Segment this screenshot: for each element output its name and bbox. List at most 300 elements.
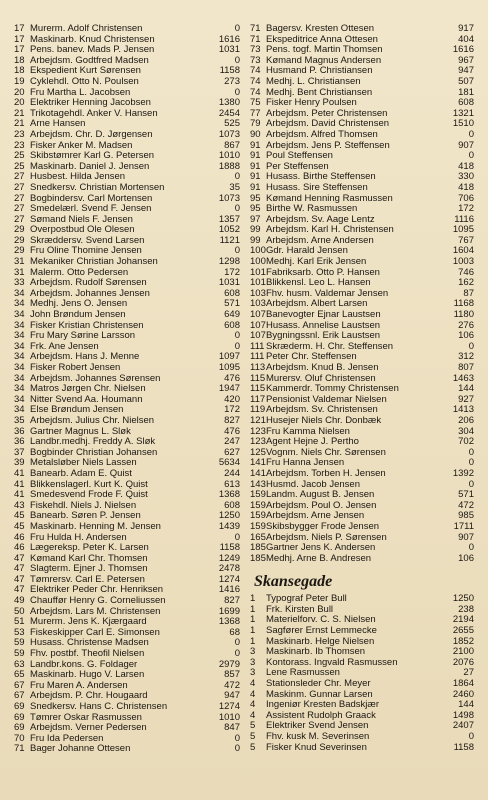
house-number: 47: [14, 564, 25, 575]
list-item: [250, 352, 474, 363]
resident-entry: Kømand Magnus Andersen: [266, 55, 382, 66]
resident-entry: Malerm. Otto Pedersen: [30, 267, 129, 278]
resident-entry: Banearb. Søren P. Jensen: [30, 511, 141, 522]
house-number: 23: [14, 129, 25, 140]
house-number: 67: [14, 691, 25, 702]
amount-value: 0: [234, 246, 240, 257]
house-number: 91: [250, 161, 261, 172]
list-item: [250, 172, 474, 183]
house-number: 91: [250, 172, 261, 183]
resident-entry: Materielforv. C. S. Nielsen: [266, 615, 376, 626]
amount-value: 0: [468, 479, 474, 490]
list-item: [14, 490, 240, 501]
house-number: 103: [250, 288, 266, 299]
house-number: 34: [14, 373, 25, 384]
resident-entry: Arbejdsm. Julius Chr. Nielsen: [30, 415, 155, 426]
resident-entry: Smedelærl. Svend F. Jensen: [30, 204, 152, 215]
resident-entry: Fru Hanna Jensen: [266, 458, 345, 469]
resident-entry: Arbejdsm. Knud B. Jensen: [266, 363, 379, 373]
house-number: 74: [250, 66, 261, 77]
resident-entry: Elektriker Svend Jensen: [266, 721, 369, 732]
amount-value: 244: [224, 468, 240, 479]
resident-entry: Bogbindersv. Carl Mortensen: [30, 193, 153, 204]
house-number: 1: [250, 604, 256, 615]
house-number: 29: [14, 235, 25, 246]
list-item: [14, 352, 240, 363]
house-number: 41: [14, 479, 25, 490]
list-item: [14, 98, 240, 109]
house-number: 29: [14, 225, 25, 236]
list-item: [250, 130, 474, 141]
list-item: [250, 522, 474, 533]
list-item: [250, 268, 474, 279]
resident-entry: John Brøndum Jensen: [30, 310, 126, 321]
amount-value: 927: [458, 394, 474, 405]
amount-value: 1095: [218, 363, 240, 373]
resident-entry: Pens. togf. Martin Thomsen: [266, 45, 383, 56]
list-item: [250, 45, 474, 56]
list-item: [14, 225, 240, 236]
list-item: [250, 501, 474, 512]
list-item: [14, 141, 240, 152]
house-number: 1: [250, 626, 256, 637]
list-item: [14, 607, 240, 618]
resident-entry: Husbest. Hilda Jensen: [30, 172, 126, 183]
house-number: 185: [250, 553, 266, 564]
house-number: 125: [250, 447, 266, 458]
resident-entry: Fisker Robert Jensen: [30, 363, 121, 373]
resident-entry: Assistent Rudolph Graack: [266, 710, 376, 721]
resident-entry: Bagersv. Kresten Ottesen: [266, 24, 375, 34]
house-number: 65: [14, 670, 25, 681]
house-number: 141: [250, 468, 266, 479]
resident-entry: Bogbinder Christian Johansen: [30, 447, 158, 458]
house-number: 31: [14, 267, 25, 278]
house-number: 4: [250, 700, 256, 711]
list-item: [14, 427, 240, 438]
amount-value: 144: [458, 700, 474, 711]
resident-entry: Husejer Niels Chr. Donbæk: [266, 415, 382, 426]
house-number: 111: [250, 352, 265, 363]
house-number: 74: [250, 87, 261, 98]
resident-entry: Arbejdsm. David Christensen: [266, 119, 390, 130]
amount-value: 702: [458, 437, 474, 448]
list-item: [14, 744, 240, 755]
list-item: [14, 448, 240, 459]
list-item: [250, 246, 474, 257]
amount-value: 1158: [219, 543, 240, 554]
house-number: 95: [250, 193, 261, 204]
amount-value: 0: [468, 543, 474, 554]
amount-value: 1274: [218, 574, 240, 585]
resident-entry: Fhv. kusk M. Severinsen: [266, 732, 370, 742]
house-number: 141: [250, 458, 266, 469]
house-number: 5: [250, 742, 256, 753]
house-number: 63: [14, 659, 25, 670]
resident-entry: Arbejdsm. Niels P. Sørensen: [266, 532, 387, 543]
house-number: 4: [250, 710, 256, 721]
house-number: 51: [14, 617, 25, 628]
amount-value: 2460: [452, 689, 474, 700]
amount-value: 418: [458, 161, 474, 172]
list-item: [250, 289, 474, 300]
resident-entry: Skibstømrer Karl G. Petersen: [30, 151, 155, 162]
amount-value: 1616: [218, 34, 240, 45]
amount-value: 1463: [452, 373, 474, 384]
resident-entry: Gartner Jens K. Andersen: [266, 543, 376, 554]
list-item: [14, 204, 240, 215]
list-item: [250, 490, 474, 501]
list-item: [250, 732, 474, 743]
amount-value: 1180: [453, 310, 474, 321]
amount-value: 1095: [452, 225, 474, 236]
list-item: [250, 533, 474, 544]
resident-entry: Per Steffensen: [266, 161, 329, 172]
amount-value: 0: [468, 447, 474, 458]
list-item: [14, 480, 240, 491]
amount-value: 1947: [218, 384, 240, 395]
amount-value: 1031: [218, 278, 240, 289]
house-number: 121: [250, 415, 266, 426]
list-item: [14, 342, 240, 353]
list-item: [14, 268, 240, 279]
resident-entry: Arbejdsm. Jens P. Steffensen: [266, 140, 390, 151]
resident-entry: Kammerdr. Tommy Christensen: [266, 384, 399, 395]
amount-value: 847: [224, 723, 240, 734]
amount-value: 1010: [218, 151, 240, 162]
amount-value: 172: [224, 267, 240, 278]
resident-entry: Fiskeskipper Carl E. Simonsen: [30, 627, 160, 638]
amount-value: 35: [229, 182, 240, 193]
list-item: [250, 321, 474, 332]
amount-value: 27: [463, 668, 474, 679]
house-number: 34: [14, 384, 25, 395]
house-number: 49: [14, 596, 25, 607]
resident-entry: Sagfører Ernst Lemmecke: [266, 626, 377, 637]
list-item: [14, 130, 240, 141]
house-number: 46: [14, 543, 25, 554]
resident-entry: Maskinarb. Henning M. Jensen: [30, 521, 161, 532]
amount-value: 525: [224, 119, 240, 130]
amount-value: 1604: [452, 246, 474, 257]
resident-entry: Husmand P. Christiansen: [266, 66, 373, 77]
resident-entry: Snedkersv. Christian Mortensen: [30, 182, 165, 193]
house-number: 53: [14, 627, 25, 638]
house-number: 119: [250, 405, 266, 416]
resident-entry: Mekaniker Christian Johansen: [30, 257, 158, 268]
house-number: 107: [250, 331, 266, 342]
house-number: 27: [14, 204, 25, 215]
resident-entry: Arbejdsm. Chr. D. Jørgensen: [30, 129, 153, 140]
right-column-rows: [250, 24, 474, 564]
house-number: 4: [250, 689, 256, 700]
list-item: [250, 615, 474, 626]
house-number: 3: [250, 647, 256, 658]
resident-entry: Maskinarb. Helge Nielsen: [266, 636, 375, 647]
list-item: [250, 405, 474, 416]
list-item: [14, 660, 240, 671]
list-item: [14, 310, 240, 321]
house-number: 34: [14, 405, 25, 416]
list-item: [250, 98, 474, 109]
resident-entry: Arbejdsm. Hans J. Menne: [30, 352, 140, 363]
left-column: [14, 24, 240, 755]
amount-value: 649: [224, 310, 240, 321]
list-item: [250, 109, 474, 120]
resident-entry: Lægereksp. Peter K. Larsen: [30, 543, 149, 554]
list-item: [250, 416, 474, 427]
resident-entry: Arbejdsm. Torben H. Jensen: [266, 468, 386, 479]
list-item: [250, 594, 474, 605]
amount-value: 420: [224, 394, 240, 405]
house-number: 34: [14, 288, 25, 299]
house-number: 5: [250, 732, 256, 742]
section-heading: Skansegade: [254, 573, 333, 591]
house-number: 143: [250, 479, 266, 490]
house-number: 185: [250, 543, 266, 554]
resident-entry: Fiskehdl. Niels J. Nielsen: [30, 500, 137, 511]
resident-entry: Gdr. Harald Jensen: [266, 246, 348, 257]
amount-value: 947: [458, 66, 474, 77]
amount-value: 985: [458, 511, 474, 522]
amount-value: 247: [224, 437, 240, 448]
resident-entry: Fabriksarb. Otto P. Hansen: [266, 267, 380, 278]
amount-value: 571: [458, 490, 474, 501]
house-number: 99: [250, 235, 261, 246]
amount-value: 0: [468, 341, 474, 352]
house-number: 34: [14, 352, 25, 363]
list-item: [250, 278, 474, 289]
resident-entry: Husass. Annelise Laustsen: [266, 320, 381, 331]
resident-entry: Arne Hansen: [30, 119, 86, 130]
amount-value: 0: [234, 331, 240, 342]
resident-entry: Poul Steffensen: [266, 151, 333, 162]
amount-value: 1250: [452, 594, 474, 605]
list-item: [250, 215, 474, 226]
amount-value: 0: [234, 341, 240, 352]
house-number: 36: [14, 437, 25, 448]
house-number: 35: [14, 415, 25, 426]
amount-value: 507: [458, 76, 474, 87]
house-number: 1: [250, 636, 256, 647]
resident-entry: Medhj. Arne B. Andresen: [266, 553, 372, 564]
resident-entry: Medhj. Bent Christiansen: [266, 87, 373, 98]
resident-entry: Maskinm. Gunnar Larsen: [266, 689, 373, 700]
resident-entry: Husass. Sire Steffensen: [266, 182, 368, 193]
list-item: [250, 395, 474, 406]
list-item: [14, 374, 240, 385]
house-number: 67: [14, 680, 25, 691]
list-item: [14, 723, 240, 734]
house-number: 75: [250, 98, 261, 109]
house-number: 31: [14, 257, 25, 268]
list-item: [14, 670, 240, 681]
resident-entry: Skibsbygger Frode Jensen: [266, 521, 380, 532]
amount-value: 144: [458, 384, 474, 395]
list-item: [250, 458, 474, 469]
house-number: 37: [14, 447, 25, 458]
list-item: [250, 469, 474, 480]
list-item: [250, 363, 474, 374]
house-number: 17: [14, 45, 25, 56]
list-item: [250, 194, 474, 205]
amount-value: 907: [458, 532, 474, 543]
list-item: [14, 501, 240, 512]
list-item: [14, 681, 240, 692]
resident-entry: Husmd. Jacob Jensen: [266, 479, 360, 490]
resident-entry: Elektriker Henning Jacobsen: [30, 98, 151, 109]
house-number: 3: [250, 657, 256, 668]
amount-value: 0: [234, 24, 240, 34]
right-column: [250, 24, 474, 753]
list-item: [14, 45, 240, 56]
house-number: 17: [14, 34, 25, 45]
resident-entry: Frk. Kirsten Bull: [266, 604, 334, 615]
amount-value: 1357: [218, 214, 240, 225]
list-item: [250, 658, 474, 669]
resident-entry: Trikotagehdl. Anker V. Hansen: [30, 108, 158, 119]
resident-entry: Fisker Anker M. Madsen: [30, 140, 133, 151]
list-item: [14, 194, 240, 205]
amount-value: 2076: [452, 657, 474, 668]
list-item: [14, 649, 240, 660]
amount-value: 0: [468, 458, 474, 469]
resident-entry: Arbejdsm. Arne Andersen: [266, 235, 374, 246]
list-item: [250, 342, 474, 353]
resident-entry: Nitter Svend Aa. Houmann: [30, 394, 143, 405]
list-item: [14, 405, 240, 416]
resident-entry: Peter Chr. Steffensen: [266, 352, 357, 363]
list-item: [250, 679, 474, 690]
list-item: [250, 721, 474, 732]
amount-value: 106: [458, 331, 474, 342]
house-number: 77: [250, 108, 261, 119]
amount-value: 472: [458, 500, 474, 511]
resident-entry: Blikkensl. Leo L. Hansen: [266, 278, 371, 289]
resident-entry: Arbejdsm. Johannes Jensen: [30, 288, 150, 299]
resident-entry: Pensionist Valdemar Nielsen: [266, 394, 387, 405]
amount-value: 1616: [452, 45, 474, 56]
house-number: 97: [250, 214, 261, 225]
house-number: 73: [250, 45, 261, 56]
amount-value: 1010: [218, 712, 240, 723]
house-number: 18: [14, 66, 25, 77]
resident-entry: Tømrer Oskar Rasmussen: [30, 712, 142, 723]
amount-value: 0: [234, 638, 240, 649]
amount-value: 0: [234, 55, 240, 66]
house-number: 41: [14, 468, 25, 479]
resident-entry: Medhj. L. Christiansen: [266, 76, 361, 87]
list-item: [14, 246, 240, 257]
amount-value: 2194: [452, 615, 474, 626]
amount-value: 967: [458, 55, 474, 66]
house-number: 45: [14, 521, 25, 532]
house-number: 34: [14, 341, 25, 352]
resident-entry: Pens. banev. Mads P. Jensen: [30, 45, 155, 56]
house-number: 79: [250, 119, 261, 130]
list-item: [250, 637, 474, 648]
resident-entry: Maskinarb. Knud Christensen: [30, 34, 155, 45]
resident-entry: Frk. Ane Jensen: [30, 341, 99, 352]
amount-value: 1274: [218, 702, 240, 712]
list-item: [250, 647, 474, 658]
amount-value: 608: [224, 320, 240, 331]
amount-value: 1852: [452, 636, 474, 647]
resident-entry: Fisker Kristian Christensen: [30, 320, 144, 331]
amount-value: 857: [224, 670, 240, 681]
amount-value: 1711: [453, 521, 474, 532]
amount-value: 172: [458, 204, 474, 215]
list-item: [14, 691, 240, 702]
list-item: [250, 626, 474, 637]
amount-value: 907: [458, 140, 474, 151]
amount-value: 0: [234, 532, 240, 543]
list-item: [250, 88, 474, 99]
house-number: 21: [14, 119, 25, 130]
list-item: [14, 24, 240, 35]
amount-value: 2478: [218, 564, 240, 575]
list-item: [14, 564, 240, 575]
amount-value: 1510: [452, 119, 474, 130]
list-item: [250, 257, 474, 268]
resident-entry: Fisker Henry Poulsen: [266, 98, 357, 109]
list-item: [250, 331, 474, 342]
house-number: 34: [14, 310, 25, 321]
house-number: 17: [14, 24, 25, 34]
resident-entry: Maskinarb. Daniel J. Jensen: [30, 161, 150, 172]
list-item: [14, 638, 240, 649]
resident-entry: Arbejdsm. Albert Larsen: [266, 299, 368, 310]
amount-value: 68: [229, 627, 240, 638]
house-number: 165: [250, 532, 266, 543]
amount-value: 1073: [218, 193, 240, 204]
list-item: [14, 278, 240, 289]
resident-entry: Medhj. Jens O. Jensen: [30, 299, 128, 310]
house-number: 115: [250, 373, 266, 384]
list-item: [14, 543, 240, 554]
house-number: 34: [14, 394, 25, 405]
list-item: [250, 24, 474, 35]
list-item: [250, 236, 474, 247]
list-item: [14, 215, 240, 226]
resident-entry: Banearb. Adam E. Quist: [30, 468, 132, 479]
resident-entry: Arbejdsm. Sv. Aage Lentz: [266, 214, 375, 225]
house-number: 101: [250, 278, 266, 289]
list-item: [250, 711, 474, 722]
list-item: [250, 480, 474, 491]
resident-entry: Agent Hejne J. Pertho: [266, 437, 359, 448]
house-number: 69: [14, 702, 25, 712]
amount-value: 1321: [452, 108, 474, 119]
resident-entry: Fhv. husm. Valdemar Jensen: [266, 288, 389, 299]
resident-entry: Arbejdsm. Verner Pedersen: [30, 723, 147, 734]
house-number: 47: [14, 553, 25, 564]
amount-value: 1052: [218, 225, 240, 236]
amount-value: 0: [234, 204, 240, 215]
resident-entry: Maskinarb. Ib Thomsen: [266, 647, 366, 658]
house-number: 90: [250, 129, 261, 140]
list-item: [14, 321, 240, 332]
house-number: 25: [14, 151, 25, 162]
house-number: 107: [250, 310, 266, 321]
house-number: 159: [250, 500, 266, 511]
amount-value: 608: [224, 500, 240, 511]
house-number: 91: [250, 182, 261, 193]
resident-entry: Arbejdsm. Karl H. Christensen: [266, 225, 394, 236]
resident-entry: Overpostbud Ole Olesen: [30, 225, 135, 236]
list-item: [14, 257, 240, 268]
amount-value: 706: [458, 193, 474, 204]
